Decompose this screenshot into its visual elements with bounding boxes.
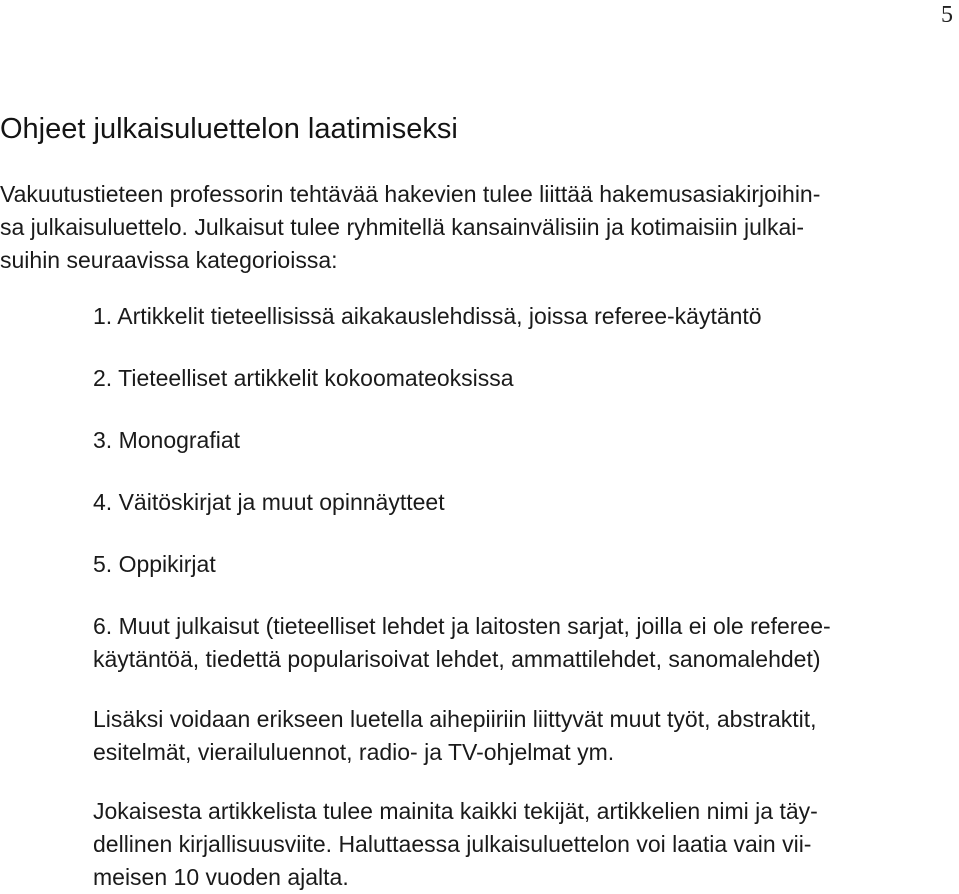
- category-line: 3. Monografiat: [93, 427, 241, 453]
- category-item-3: [93, 424, 240, 457]
- intro-line: sa julkaisuluettelo. Julkaisut tulee ryhmitellä kansainvälisiin ja kotimaisiin julkai-: [0, 214, 805, 240]
- category-item-6: [93, 610, 831, 676]
- paragraph-line: meisen 10 vuoden ajalta.: [93, 864, 349, 890]
- paragraph-line: dellinen kirjallisuusviite. Haluttaessa julkaisuluettelon voi laatia vain vii-: [93, 831, 812, 857]
- paragraph-line: esitelmät, vierailuluennot, radio- ja TV-ohjelmat ym.: [93, 739, 615, 765]
- category-line: 5. Oppikirjat: [93, 551, 216, 577]
- authors-paragraph: [93, 795, 818, 894]
- document-heading: Ohjeet julkaisuluettelon laatimiseksi: [0, 113, 458, 145]
- category-item-4: [93, 486, 445, 519]
- page-number: 5: [941, 2, 953, 28]
- category-line: käytäntöä, tiedettä popularisoivat lehdet, ammattilehdet, sanomalehdet): [93, 646, 821, 672]
- additional-works-paragraph: [93, 703, 817, 769]
- paragraph-line: Jokaisesta artikkelista tulee mainita kaikki tekijät, artikkelien nimi ja täy-: [93, 798, 818, 824]
- intro-paragraph: [0, 178, 820, 277]
- category-item-1: [93, 300, 762, 333]
- paragraph-line: Lisäksi voidaan erikseen luetella aihepiiriin liittyvät muut työt, abstraktit,: [93, 706, 817, 732]
- category-line: 2. Tieteelliset artikkelit kokoomateoksissa: [93, 365, 514, 391]
- intro-line: Vakuutustieteen professorin tehtävää hakevien tulee liittää hakemusasiakirjoihin-: [0, 181, 821, 207]
- category-line: 6. Muut julkaisut (tieteelliset lehdet ja laitosten sarjat, joilla ei ole referee-: [93, 613, 831, 639]
- category-item-5: [93, 548, 216, 581]
- category-item-2: [93, 362, 514, 395]
- intro-line: suihin seuraavissa kategorioissa:: [0, 247, 338, 273]
- category-line: 4. Väitöskirjat ja muut opinnäytteet: [93, 489, 445, 515]
- category-line: 1. Artikkelit tieteellisissä aikakauslehdissä, joissa referee-käytäntö: [93, 303, 762, 329]
